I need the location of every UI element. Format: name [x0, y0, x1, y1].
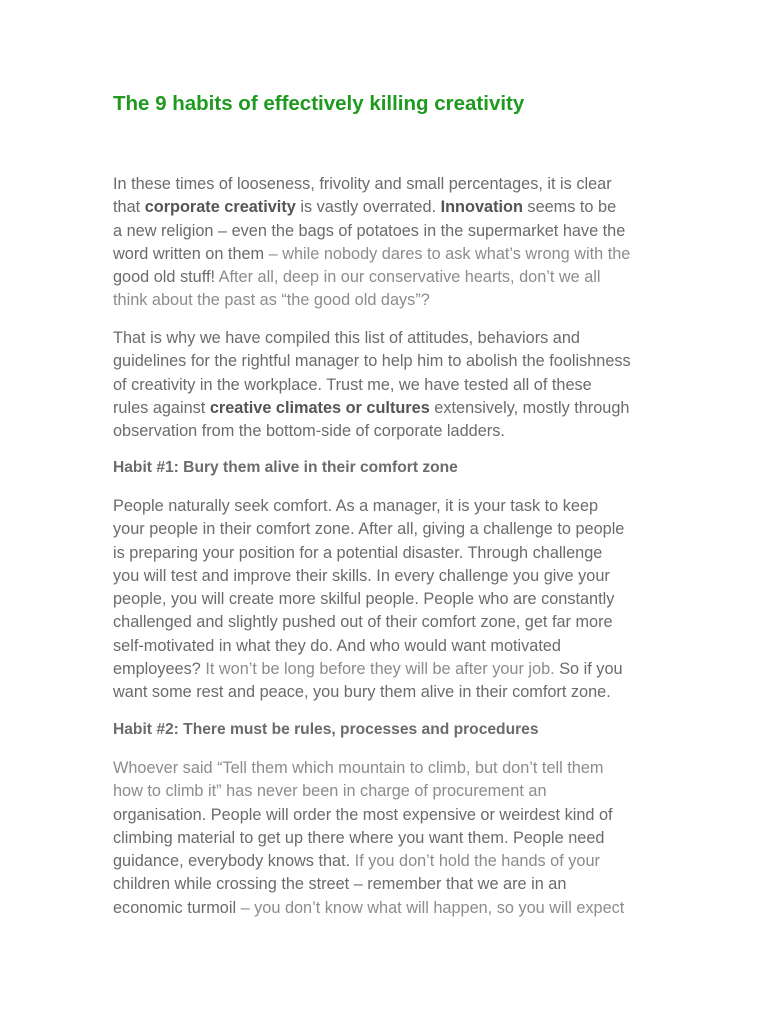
bold-creative-climates: creative climates or cultures	[209, 398, 430, 417]
document-title: The 9 habits of effectively killing creativity	[113, 92, 525, 115]
habit-1-heading: Habit #1: Bury them alive in their comfort zone	[113, 459, 458, 476]
paragraph-intro: In these times of looseness, frivolity and small percentages, it is clear that corporate creativity is vastly overrated. Innovation seems to be a new religion – even the bags of potatoes in the supermarket have the word written on them – while nobody dares to ask what’s wrong with the good old stuff! After all, deep in our conservative hearts, don’t we all think about the past as “the good old days”?	[113, 175, 631, 310]
habit-2-heading: Habit #2: There must be rules, processes and procedures	[113, 721, 539, 738]
paragraph-habit-1: People naturally seek comfort. As a manager, it is your task to keep your people in their comfort zone. After all, giving a challenge to people is preparing your position for a potential disaster. Through challenge you will test and improve their skills. In every challenge you give your people, you will create more skilful people. People who are constantly challenged and slightly pushed out of their comfort zone, get far more self-motivated in what they do. And who would want motivated employees? It won’t be long before they will be after your job. So if you want some rest and peace, you bury them alive in their comfort zone.	[113, 497, 625, 702]
paragraph-habit-2: Whoever said “Tell them which mountain to climb, but don’t tell them how to climb it” has never been in charge of procurement an organisation. People will order the most expensive or weirdest kind of climbing material to get up there where you want them. People need guidance, everybody knows that. If you don’t hold the hands of your children while crossing the street – remember that we are in an economic turmoil – you don’t know what will happen, so you will expect	[113, 759, 625, 917]
bold-innovation: Innovation	[440, 198, 523, 217]
paragraph-compiled-list: That is why we have compiled this list of attitudes, behaviors and guidelines for the rightful manager to help him to abolish the foolishness of creativity in the workplace. Trust me, we have tested all of these rules against creative climates or cultures extensively, mostly through observation from the bottom-side of corporate ladders.	[113, 329, 631, 441]
bold-corporate-creativity: corporate creativity	[144, 198, 296, 217]
